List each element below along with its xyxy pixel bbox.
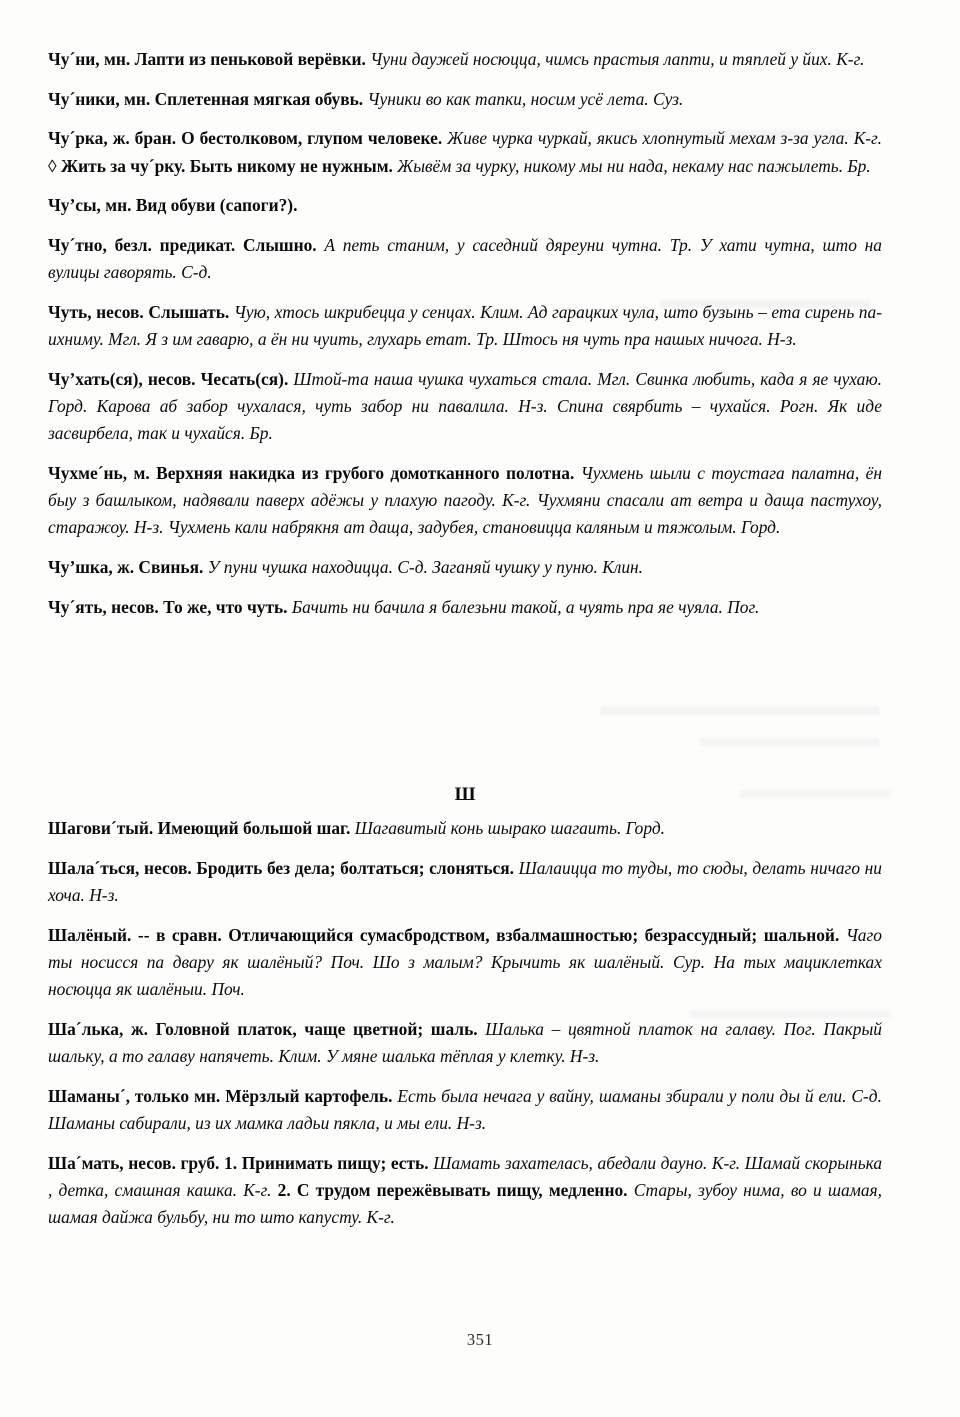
entry-source: К-г. xyxy=(243,1179,272,1200)
dictionary-entry xyxy=(48,460,882,542)
entry-gloss: Лапти из пеньковой верёвки. xyxy=(134,49,366,69)
entry-gloss: То же, что чуть. xyxy=(163,596,288,617)
entry-source: Клим. xyxy=(480,301,524,322)
entry-example: Чуни даужей носюцца, чимсь прастыя лапти, и тяплей у йих. xyxy=(370,49,832,69)
dictionary-entry xyxy=(48,1150,882,1232)
letter-section-header: Ш xyxy=(454,784,476,805)
entry-source: Н-з. xyxy=(767,329,797,350)
entry-example: Чухмень шыли с тоустага палатна, ён быу з башлыком, надявали паверх адёжы у плахую пагоду. xyxy=(48,462,882,511)
entry-example: Чухмень кали набрякня ат даща, задубея, становицца каляным и тяжолым. xyxy=(167,517,737,538)
entry-example: Шамать захателась, абедали дауно. xyxy=(433,1152,708,1173)
entry-source: К-г. xyxy=(502,490,531,511)
entry-headword: Ша´лька, ж. xyxy=(48,1018,148,1039)
dictionary-entry xyxy=(48,125,882,179)
phraseme-headword: Жить за чу´рку. xyxy=(60,155,186,176)
phraseme-diamond-icon: ◊ xyxy=(48,155,57,176)
entry-example: На тых мациклетках носюцца як шалёныи. xyxy=(48,951,882,1000)
entry-headword: Чу’хать(ся), несов. xyxy=(48,368,196,389)
phraseme-gloss: Быть никому не нужным. xyxy=(189,155,393,176)
entry-gloss: Слышно. xyxy=(243,235,317,256)
entry-source: Тр. xyxy=(476,329,499,350)
entry-source: Бр. xyxy=(249,423,273,444)
dictionary-entry xyxy=(48,232,882,286)
entry-source: Клим. xyxy=(278,1045,322,1066)
entry-headword: Чу´ять, несов. xyxy=(48,596,159,617)
entry-example: Шо з малым? Крычить як шалёный. xyxy=(372,951,665,972)
entry-example: Есть была нечага у вайну, шаманы збирали у поли ды й ели. xyxy=(397,1085,847,1106)
entry-gloss: Чесать(ся). xyxy=(200,368,289,389)
dictionary-entry xyxy=(48,855,882,909)
entry-headword: Шагови´тый. xyxy=(48,818,154,838)
entry-source: Н-з. xyxy=(89,884,119,905)
entry-gloss: Верхняя накидка из грубого домотканного полотна. xyxy=(156,462,575,483)
entry-example: Стары, зубоу нима, во и шамая, шамая дайжа бульбу, ни то што капусту. xyxy=(48,1179,882,1227)
entry-headword: Шала´ться, несов. xyxy=(48,857,192,878)
entry-source: С-д. xyxy=(181,262,212,283)
entry-example: Як иде засвирбела, так и чухайся. xyxy=(48,396,882,444)
entry-example: Шаманы сабирали, из их мамка ладьи пякла, и мы ели. xyxy=(48,1112,453,1133)
dictionary-entry xyxy=(48,192,882,219)
entry-example: Штось ня чуть пра нашых ничога. xyxy=(502,329,763,350)
entry-example: У мяне шалька тёплая у клетку. xyxy=(325,1045,566,1066)
entry-example: Бачить ни бачила я балезьни такой, а чуять пра яе чуяла. xyxy=(291,596,723,617)
entry-headword: Шалёный. -- в сравн. xyxy=(48,924,222,945)
entry-gloss: Слышать. xyxy=(148,301,230,322)
dictionary-entry xyxy=(48,86,882,113)
entry-gloss: Сплетенная мягкая обувь. xyxy=(154,88,364,109)
entry-headword: Ша´мать, несов. груб. xyxy=(48,1152,220,1173)
entry-headword: Чуть, несов. xyxy=(48,301,144,322)
entry-source: К-г. xyxy=(836,49,865,69)
entry-gloss: Отличающийся сумасбродством, взбалмашностью; безрассудный; шальной. xyxy=(228,924,840,945)
entry-source: Н-з. xyxy=(134,517,164,538)
entry-gloss: Головной платок, чаще цветной; шаль. xyxy=(155,1018,478,1039)
entry-source: Горд. xyxy=(48,396,88,417)
entry-headword: Чу´ники, мн. xyxy=(48,88,151,109)
entry-example: Штой-та наша чушка чухаться стала. xyxy=(293,368,593,389)
entry-source: Пог. xyxy=(783,1018,816,1039)
entry-source: Сур. xyxy=(672,951,706,972)
entry-headword: Чу’шка, ж. xyxy=(48,557,135,578)
entry-example: Чуники во как тапки, носим усё лета. xyxy=(367,88,649,109)
dictionary-entry xyxy=(48,299,882,353)
entry-gloss: Вид обуви (сапоги?). xyxy=(135,195,298,216)
letter-section-header-block xyxy=(48,782,882,808)
entry-headword: Чу´ни, мн. xyxy=(48,49,131,69)
dictionary-entry xyxy=(48,1016,882,1070)
entry-example: Чую, хтось шкрибецца у сенцах. xyxy=(233,301,476,322)
dictionary-entry xyxy=(48,815,882,842)
entry-source: Мгл. xyxy=(108,329,142,350)
entry-example: Чухмяни спасали ат ветра и даща пастухоу, старажоу. xyxy=(48,490,882,538)
entry-gloss: Свинья. xyxy=(138,557,204,578)
entry-headword: Чу´тно, безл. предикат. xyxy=(48,235,236,256)
entry-example: А петь станим, у саседний дяреуни чутна. xyxy=(324,235,663,256)
entry-example: Шагавитый конь шырако шагаить. xyxy=(354,818,622,838)
entry-gloss: Принимать пищу; есть. xyxy=(241,1152,429,1173)
entry-example: Пакрый шальку, а то галаву напячеть. xyxy=(48,1018,882,1066)
entry-source: Поч. xyxy=(211,979,245,1000)
entry-example: Карова аб забор чухалася, чуть забор ни павалила. xyxy=(96,396,509,417)
entry-source: К-г. xyxy=(366,1206,395,1227)
entry-example: Спина свярбить – чухайся. xyxy=(557,396,771,417)
dictionary-entries-section-chu xyxy=(48,46,882,621)
entry-source: Поч. xyxy=(330,951,365,972)
entry-source: К-г. xyxy=(853,128,882,149)
dictionary-entries-section-sha xyxy=(48,815,882,1231)
entry-source: Клин. xyxy=(602,557,643,578)
dictionary-entry xyxy=(48,46,882,73)
entry-example: Шалаицца то туды, то сюды, делать ничаго ни хоча. xyxy=(48,857,883,905)
entry-example: Ад гарацких чула, што бузынь – ета сирень па-ихниму. xyxy=(48,301,882,350)
entry-gloss: О бестолковом, глупом человеке. xyxy=(181,128,443,149)
entry-example: Я з им гаварю, а ён ни чуить, глухарь етат. xyxy=(145,329,472,350)
entry-sense-number: 2. xyxy=(277,1179,291,1200)
entry-headword: Шаманы´, только мн. xyxy=(48,1085,221,1106)
entry-source: Н-з. xyxy=(456,1112,487,1133)
entry-source: К-г. xyxy=(711,1152,741,1173)
entry-source: Горд. xyxy=(741,517,781,538)
entry-source: Рогн. xyxy=(779,396,819,417)
entry-headword: Чу’сы, мн. xyxy=(48,195,132,216)
scan-bleedthrough-artifact xyxy=(700,738,880,746)
entry-sense-number: 1. xyxy=(224,1152,238,1173)
entry-source: Мгл. xyxy=(597,368,631,389)
entry-example: Чаго ты носисся па двару як шалёный? xyxy=(48,924,882,972)
page-number: 351 xyxy=(466,1330,494,1349)
dictionary-entry xyxy=(48,554,882,581)
entry-source: Суз. xyxy=(653,88,684,109)
entry-example: Шалька – цвятной платок на галаву. xyxy=(485,1018,776,1039)
entry-example: У хати чутна, што на вулицы гаворять. xyxy=(48,235,882,283)
entry-gloss: Имеющий большой шаг. xyxy=(157,818,351,838)
phraseme-source: Бр. xyxy=(847,155,871,176)
entry-source: Тр. xyxy=(669,235,693,256)
entry-source: Горд. xyxy=(625,818,665,838)
entry-source: Н-з. xyxy=(569,1045,600,1066)
dictionary-entry xyxy=(48,366,882,448)
entry-example: Живе чурка чуркай, якись хлопнутый мехам з-за угла. xyxy=(447,128,849,149)
entry-example: Заганяй чушку у пуню. xyxy=(432,557,598,578)
entry-source: С-д. xyxy=(397,557,428,578)
scan-bleedthrough-artifact xyxy=(600,706,880,715)
dictionary-entry xyxy=(48,1083,882,1137)
entry-source: Пог. xyxy=(727,596,760,617)
entry-gloss: Мёрзлый картофель. xyxy=(225,1085,393,1106)
entry-example: Свинка любить, када я яе чухаю. xyxy=(635,368,882,389)
dictionary-entry xyxy=(48,922,882,1004)
entry-example: Шамай скорынька , детка, смашная кашка. xyxy=(48,1152,883,1200)
entry-source: С-д. xyxy=(851,1085,882,1106)
entry-gloss: Бродить без дела; болтаться; слоняться. xyxy=(196,857,514,878)
entry-source: Н-з. xyxy=(518,396,548,417)
entry-example: У пуни чушка находицца. xyxy=(207,557,393,578)
entry-headword: Чу´рка, ж. бран. xyxy=(48,128,177,149)
phraseme-example: Жывём за чурку, никому мы ни нада, некаму нас пажылеть. xyxy=(397,155,844,176)
dictionary-entry xyxy=(48,594,882,621)
entry-gloss: С трудом пережёвывать пищу, медленно. xyxy=(296,1179,628,1200)
entry-headword: Чухме´нь, м. xyxy=(48,462,150,483)
